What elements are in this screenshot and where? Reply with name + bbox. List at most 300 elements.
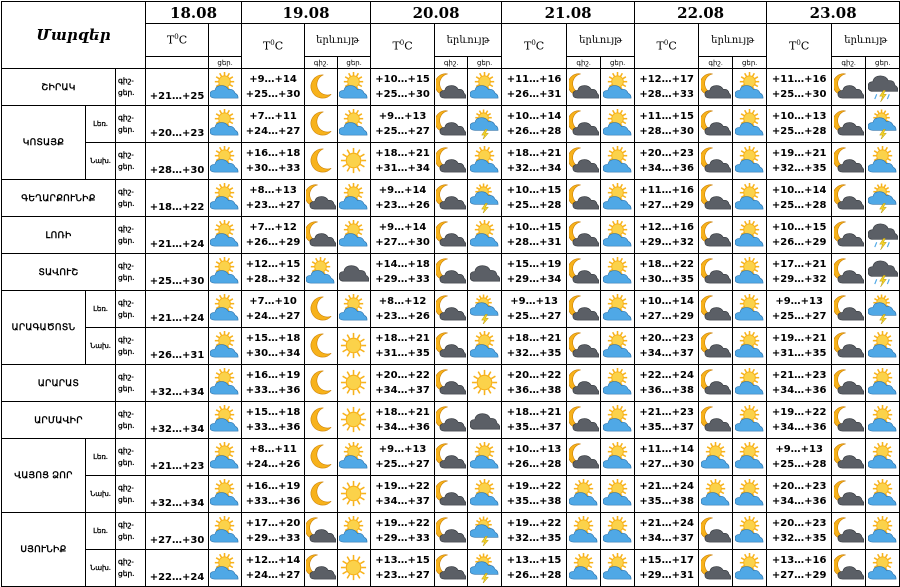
moon-cloud-icon (435, 143, 468, 180)
partly-cloudy-icon (209, 143, 242, 180)
moon-cloud-icon (832, 106, 866, 143)
temperature-range (371, 69, 435, 106)
partly-cloudy-icon (209, 439, 242, 476)
temperature-range (502, 143, 567, 180)
temperature-range (242, 217, 305, 254)
temperature-range (371, 365, 435, 402)
sun-thunderstorm-icon (468, 106, 502, 143)
moon-cloud-icon (832, 365, 866, 402)
sun-icon (338, 143, 371, 180)
partly-cloudy-icon (338, 180, 371, 217)
region-name: ԱՐԱՐԱՏ (2, 365, 116, 402)
temperature-night: +20…+23 (639, 333, 694, 344)
region-name: ՍՅՈՒՆԻՔ (2, 513, 86, 587)
temperature-range (371, 402, 435, 439)
moon-cloud-icon (567, 106, 601, 143)
partly-cloudy-icon (601, 254, 635, 291)
temperature-night: +19…+22 (506, 518, 562, 529)
temperature-range (502, 402, 567, 439)
cloud-icon (468, 402, 502, 439)
moon-cloud-icon (435, 69, 468, 106)
temperature-day: +25…+28 (771, 200, 827, 211)
moon-cloud-icon (435, 439, 468, 476)
partly-cloudy-icon (601, 439, 635, 476)
temperature-range (767, 69, 832, 106)
temperature-day: +23…+27 (375, 570, 430, 581)
region-name: ԱՐԱԳԱԾՈՏՆ (2, 291, 86, 365)
temperature-night: +7…+10 (249, 296, 297, 307)
temperature-night: +19…+22 (506, 481, 562, 492)
temperature-day: +23…+27 (245, 200, 301, 211)
moon-cloud-icon (567, 143, 601, 180)
partly-cloudy-icon (866, 365, 900, 402)
phenomena-header: երևույթ (435, 24, 502, 57)
temperature-night: +18…+21 (375, 148, 430, 159)
temperature-range (242, 513, 305, 550)
partly-cloudy-icon (567, 476, 601, 513)
temperature-day: +27…+30 (146, 513, 209, 550)
moon-cloud-icon (699, 180, 733, 217)
temperature-night: +10…+13 (771, 111, 827, 122)
temperature-night: +9…+14 (378, 185, 427, 196)
temperature-range (242, 69, 305, 106)
partly-cloudy-icon (601, 476, 635, 513)
partly-cloudy-icon (601, 402, 635, 439)
table-row (2, 180, 900, 217)
temperature-range (502, 291, 567, 328)
partly-cloudy-icon (338, 291, 371, 328)
temperature-range (635, 439, 699, 476)
night-day-label: գիշ- ցեր. (116, 476, 146, 513)
moon-cloud-icon (305, 550, 338, 587)
temperature-day: +31…+35 (375, 348, 430, 359)
temperature-day: +27…+30 (639, 459, 694, 470)
moon-cloud-icon (435, 513, 468, 550)
temperature-day: +30…+33 (245, 163, 301, 174)
temperature-night: +8…+12 (378, 296, 427, 307)
temperature-night: +11…+16 (506, 74, 562, 85)
partly-cloudy-icon (468, 476, 502, 513)
temp-blank (146, 57, 209, 69)
temperature-night: +8…+13 (249, 185, 297, 196)
temperature-header: $T^0C$ (371, 24, 435, 69)
thunderstorm-icon (866, 69, 900, 106)
date-header: 18.08 (146, 2, 242, 24)
partly-cloudy-icon (209, 402, 242, 439)
temperature-day: +25…+28 (771, 459, 827, 470)
temperature-range (502, 217, 567, 254)
subregion-label: Լեռ. (86, 439, 116, 476)
night-day-label: գիշ- ցեր. (116, 217, 146, 254)
temperature-range (242, 476, 305, 513)
moon-cloud-icon (435, 291, 468, 328)
temperature-night: +18…+21 (506, 333, 562, 344)
temperature-night: +10…+15 (375, 74, 430, 85)
temperature-day: +25…+28 (506, 200, 562, 211)
partly-cloudy-icon (468, 143, 502, 180)
temperature-night: +21…+24 (639, 518, 694, 529)
temperature-header: $T^0C$ (146, 24, 209, 57)
temperature-day: +29…+32 (639, 237, 694, 248)
temperature-day: +25…+27 (506, 311, 562, 322)
date-header: 20.08 (371, 2, 502, 24)
temperature-range (242, 328, 305, 365)
moon-icon (305, 291, 338, 328)
temperature-day: +33…+36 (245, 385, 301, 396)
moon-cloud-icon (305, 180, 338, 217)
moon-cloud-icon (832, 254, 866, 291)
temperature-day: +26…+28 (506, 126, 562, 137)
moon-cloud-icon (435, 365, 468, 402)
temperature-night: +18…+21 (506, 148, 562, 159)
sun-thunderstorm-icon (468, 291, 502, 328)
moon-cloud-icon (699, 402, 733, 439)
moon-cloud-icon (832, 476, 866, 513)
temperature-day: +20…+23 (146, 106, 209, 143)
table-row (2, 106, 900, 143)
table-row (2, 69, 900, 106)
temperature-day: +36…+38 (639, 385, 694, 396)
moon-cloud-icon (435, 328, 468, 365)
temperature-day: +25…+30 (771, 89, 827, 100)
temperature-range (635, 291, 699, 328)
cloud-icon (338, 254, 371, 291)
partly-cloudy-icon (468, 69, 502, 106)
temperature-day: +23…+26 (375, 200, 430, 211)
subregion-label: Նախ. (86, 550, 116, 587)
partly-cloudy-icon (468, 439, 502, 476)
temperature-range (767, 476, 832, 513)
temperature-day: +26…+28 (506, 570, 562, 581)
temperature-day: +28…+30 (146, 143, 209, 180)
temperature-night: +19…+21 (771, 148, 827, 159)
temperature-night: +10…+14 (639, 296, 694, 307)
temperature-day: +34…+37 (375, 385, 430, 396)
temperature-range (371, 476, 435, 513)
temperature-range (767, 143, 832, 180)
temperature-day: +23…+26 (375, 311, 430, 322)
temperature-night: +22…+24 (639, 370, 694, 381)
temperature-header: $T^0C$ (502, 24, 567, 69)
partly-cloudy-icon (733, 69, 767, 106)
temperature-range (242, 402, 305, 439)
partly-cloudy-icon (601, 291, 635, 328)
temperature-day: +33…+36 (245, 496, 301, 507)
sun-icon (338, 328, 371, 365)
temperature-night: +17…+20 (245, 518, 301, 529)
subregion-label: Լեռ. (86, 513, 116, 550)
temperature-day: +25…+30 (146, 254, 209, 291)
partly-cloudy-icon (733, 328, 767, 365)
temperature-day: +34…+37 (375, 496, 430, 507)
partly-cloudy-icon (733, 254, 767, 291)
region-name: ՏԱՎՈՒՇ (2, 254, 116, 291)
day-abbr: ցեր. (468, 57, 502, 69)
subregion-label: Լեռ. (86, 291, 116, 328)
temperature-range (242, 439, 305, 476)
phenomena-header: երևույթ (699, 24, 767, 57)
night-day-label: գիշ- ցեր. (116, 328, 146, 365)
partly-cloudy-icon (733, 439, 767, 476)
moon-cloud-icon (435, 180, 468, 217)
subregion-label: Նախ. (86, 143, 116, 180)
night-day-label: գիշ- ցեր. (116, 143, 146, 180)
temperature-range (502, 439, 567, 476)
temperature-day: +21…+23 (146, 439, 209, 476)
moon-cloud-icon (305, 217, 338, 254)
moon-cloud-icon (567, 402, 601, 439)
temperature-day: +29…+33 (375, 533, 430, 544)
temperature-night: +8…+11 (249, 444, 297, 455)
partly-cloudy-icon (733, 291, 767, 328)
temperature-day: +26…+31 (506, 89, 562, 100)
temperature-range (635, 217, 699, 254)
partly-cloudy-icon (733, 550, 767, 587)
partly-cloudy-icon (338, 106, 371, 143)
temperature-range (635, 476, 699, 513)
day-abbr: ցեր. (601, 57, 635, 69)
moon-cloud-icon (567, 254, 601, 291)
temperature-night: +19…+22 (771, 407, 827, 418)
temperature-night: +18…+21 (375, 333, 430, 344)
temperature-range (502, 328, 567, 365)
moon-icon (305, 143, 338, 180)
partly-cloudy-icon (601, 143, 635, 180)
partly-cloudy-icon (338, 217, 371, 254)
partly-cloudy-icon (338, 439, 371, 476)
temperature-range (635, 254, 699, 291)
temperature-day: +28…+33 (639, 89, 694, 100)
day-abbr: ցեր. (209, 57, 242, 69)
temperature-range (502, 476, 567, 513)
moon-cloud-icon (832, 69, 866, 106)
temperature-day: +32…+35 (771, 533, 827, 544)
moon-cloud-icon (699, 513, 733, 550)
temperature-day: +31…+35 (771, 348, 827, 359)
temperature-day: +26…+29 (245, 237, 301, 248)
temperature-day: +26…+29 (771, 237, 827, 248)
temperature-night: +10…+15 (771, 222, 827, 233)
temperature-night: +20…+23 (639, 148, 694, 159)
temperature-night: +13…+15 (506, 555, 562, 566)
temperature-day: +25…+27 (771, 311, 827, 322)
day-abbr: ցեր. (866, 57, 900, 69)
sun-icon (338, 402, 371, 439)
temperature-night: +10…+14 (506, 111, 562, 122)
table-row (2, 402, 900, 439)
partly-cloudy-icon (468, 217, 502, 254)
temperature-day: +24…+27 (245, 570, 301, 581)
temperature-day: +27…+30 (375, 237, 430, 248)
moon-icon (305, 328, 338, 365)
temperature-range (371, 106, 435, 143)
subregion-label: Նախ. (86, 476, 116, 513)
temperature-day: +27…+29 (639, 311, 694, 322)
temperature-day: +32…+35 (506, 348, 562, 359)
partly-cloudy-icon (468, 328, 502, 365)
temperature-day: +18…+22 (146, 180, 209, 217)
partly-cloudy-icon (601, 106, 635, 143)
temperature-range (635, 106, 699, 143)
sun-thunderstorm-icon (468, 180, 502, 217)
partly-cloudy-icon (733, 217, 767, 254)
table-row (2, 254, 900, 291)
temperature-range (371, 439, 435, 476)
temperature-night: +9…+13 (775, 444, 823, 455)
table-row (2, 439, 900, 476)
partly-cloudy-icon (601, 217, 635, 254)
partly-cloudy-icon (338, 513, 371, 550)
sun-icon (338, 550, 371, 587)
night-abbr: գիշ. (832, 57, 866, 69)
temperature-night: +21…+23 (639, 407, 694, 418)
partly-cloudy-icon (733, 402, 767, 439)
table-row (2, 365, 900, 402)
partly-cloudy-icon (699, 476, 733, 513)
temperature-night: +10…+15 (506, 185, 562, 196)
partly-cloudy-icon (866, 513, 900, 550)
night-day-label: գիշ- ցեր. (116, 402, 146, 439)
temperature-range (767, 217, 832, 254)
date-header: 22.08 (635, 2, 767, 24)
temperature-night: +20…+23 (771, 481, 827, 492)
table-row (2, 217, 900, 254)
night-day-label: գիշ- ցեր. (116, 254, 146, 291)
date-header: 23.08 (767, 2, 900, 24)
temperature-night: +18…+21 (375, 407, 430, 418)
temperature-day: +27…+29 (771, 570, 827, 581)
sun-thunderstorm-icon (468, 550, 502, 587)
temperature-night: +13…+16 (771, 555, 827, 566)
temperature-night: +11…+16 (771, 74, 827, 85)
moon-cloud-icon (832, 291, 866, 328)
partly-cloudy-icon (866, 143, 900, 180)
partly-cloudy-icon (733, 106, 767, 143)
temperature-night: +10…+15 (506, 222, 562, 233)
temperature-night: +7…+11 (249, 111, 297, 122)
temperature-night: +21…+23 (771, 370, 827, 381)
night-day-label: գիշ- ցեր. (116, 439, 146, 476)
partly-cloudy-icon (866, 476, 900, 513)
region-name: ԱՐՄԱՎԻՐ (2, 402, 116, 439)
temperature-night: +12…+14 (245, 555, 301, 566)
night-abbr: գիշ. (305, 57, 338, 69)
temperature-day: +29…+32 (771, 274, 827, 285)
temperature-range (635, 328, 699, 365)
partly-cloudy-icon (866, 550, 900, 587)
temperature-night: +19…+21 (771, 333, 827, 344)
temperature-day: +30…+34 (245, 348, 301, 359)
moon-cloud-icon (567, 365, 601, 402)
moon-cloud-icon (832, 180, 866, 217)
night-abbr: գիշ. (567, 57, 601, 69)
partly-cloudy-icon (733, 180, 767, 217)
temperature-range (502, 69, 567, 106)
cloud-icon (468, 254, 502, 291)
temperature-range (767, 439, 832, 476)
temperature-range (242, 180, 305, 217)
temperature-day: +24…+27 (245, 126, 301, 137)
temperature-day: +24…+27 (245, 311, 301, 322)
temperature-range (635, 550, 699, 587)
temperature-day: +29…+33 (375, 274, 430, 285)
partly-cloudy-icon (601, 513, 635, 550)
partly-cloudy-icon (209, 328, 242, 365)
partly-cloudy-icon (209, 69, 242, 106)
night-day-label: գիշ- ցեր. (116, 180, 146, 217)
partly-cloudy-icon (338, 69, 371, 106)
moon-cloud-icon (567, 328, 601, 365)
temperature-night: +9…+13 (378, 444, 427, 455)
sun-icon (338, 365, 371, 402)
partly-cloudy-icon (699, 439, 733, 476)
moon-cloud-icon (567, 291, 601, 328)
temperature-night: +9…+13 (510, 296, 558, 307)
table-row (2, 513, 900, 550)
partly-cloudy-icon (601, 365, 635, 402)
day-abbr: ցեր. (733, 57, 767, 69)
temperature-day: +32…+34 (146, 365, 209, 402)
temperature-night: +20…+23 (771, 518, 827, 529)
moon-cloud-icon (699, 69, 733, 106)
temperature-day: +30…+35 (639, 274, 694, 285)
moon-cloud-icon (699, 143, 733, 180)
temperature-range (502, 365, 567, 402)
temperature-range (767, 291, 832, 328)
temperature-day: +28…+30 (639, 126, 694, 137)
temperature-range (371, 513, 435, 550)
temperature-night: +11…+14 (639, 444, 694, 455)
moon-cloud-icon (435, 106, 468, 143)
sun-icon (338, 476, 371, 513)
temperature-day: +25…+27 (375, 126, 430, 137)
temperature-range (635, 365, 699, 402)
temperature-range (502, 106, 567, 143)
night-day-label: գիշ- ցեր. (116, 106, 146, 143)
partly-cloudy-icon (209, 291, 242, 328)
temperature-range (635, 69, 699, 106)
moon-icon (305, 106, 338, 143)
sun-thunderstorm-icon (468, 513, 502, 550)
temperature-day: +25…+28 (771, 126, 827, 137)
temperature-night: +15…+19 (506, 259, 562, 270)
temperature-night: +12…+15 (245, 259, 301, 270)
partly-cloudy-icon (601, 328, 635, 365)
temperature-night: +15…+18 (245, 407, 301, 418)
partly-cloudy-icon (733, 513, 767, 550)
partly-cloudy-icon (866, 439, 900, 476)
partly-cloudy-icon (733, 143, 767, 180)
temperature-range (635, 402, 699, 439)
temperature-day: +35…+37 (506, 422, 562, 433)
partly-cloudy-icon (601, 180, 635, 217)
moon-cloud-icon (567, 439, 601, 476)
temperature-range (242, 291, 305, 328)
temperature-day: +21…+24 (146, 291, 209, 328)
region-name: ԼՈՌԻ (2, 217, 116, 254)
moon-cloud-icon (832, 328, 866, 365)
moon-cloud-icon (832, 439, 866, 476)
temperature-range (767, 254, 832, 291)
temperature-day: +22…+24 (146, 550, 209, 587)
night-abbr: գիշ. (435, 57, 468, 69)
temperature-day: +32…+34 (146, 402, 209, 439)
sun-thunderstorm-icon (866, 180, 900, 217)
temperature-night: +12…+16 (639, 222, 694, 233)
temperature-night: +16…+18 (245, 148, 301, 159)
temperature-day: +26…+31 (146, 328, 209, 365)
moon-cloud-icon (699, 291, 733, 328)
